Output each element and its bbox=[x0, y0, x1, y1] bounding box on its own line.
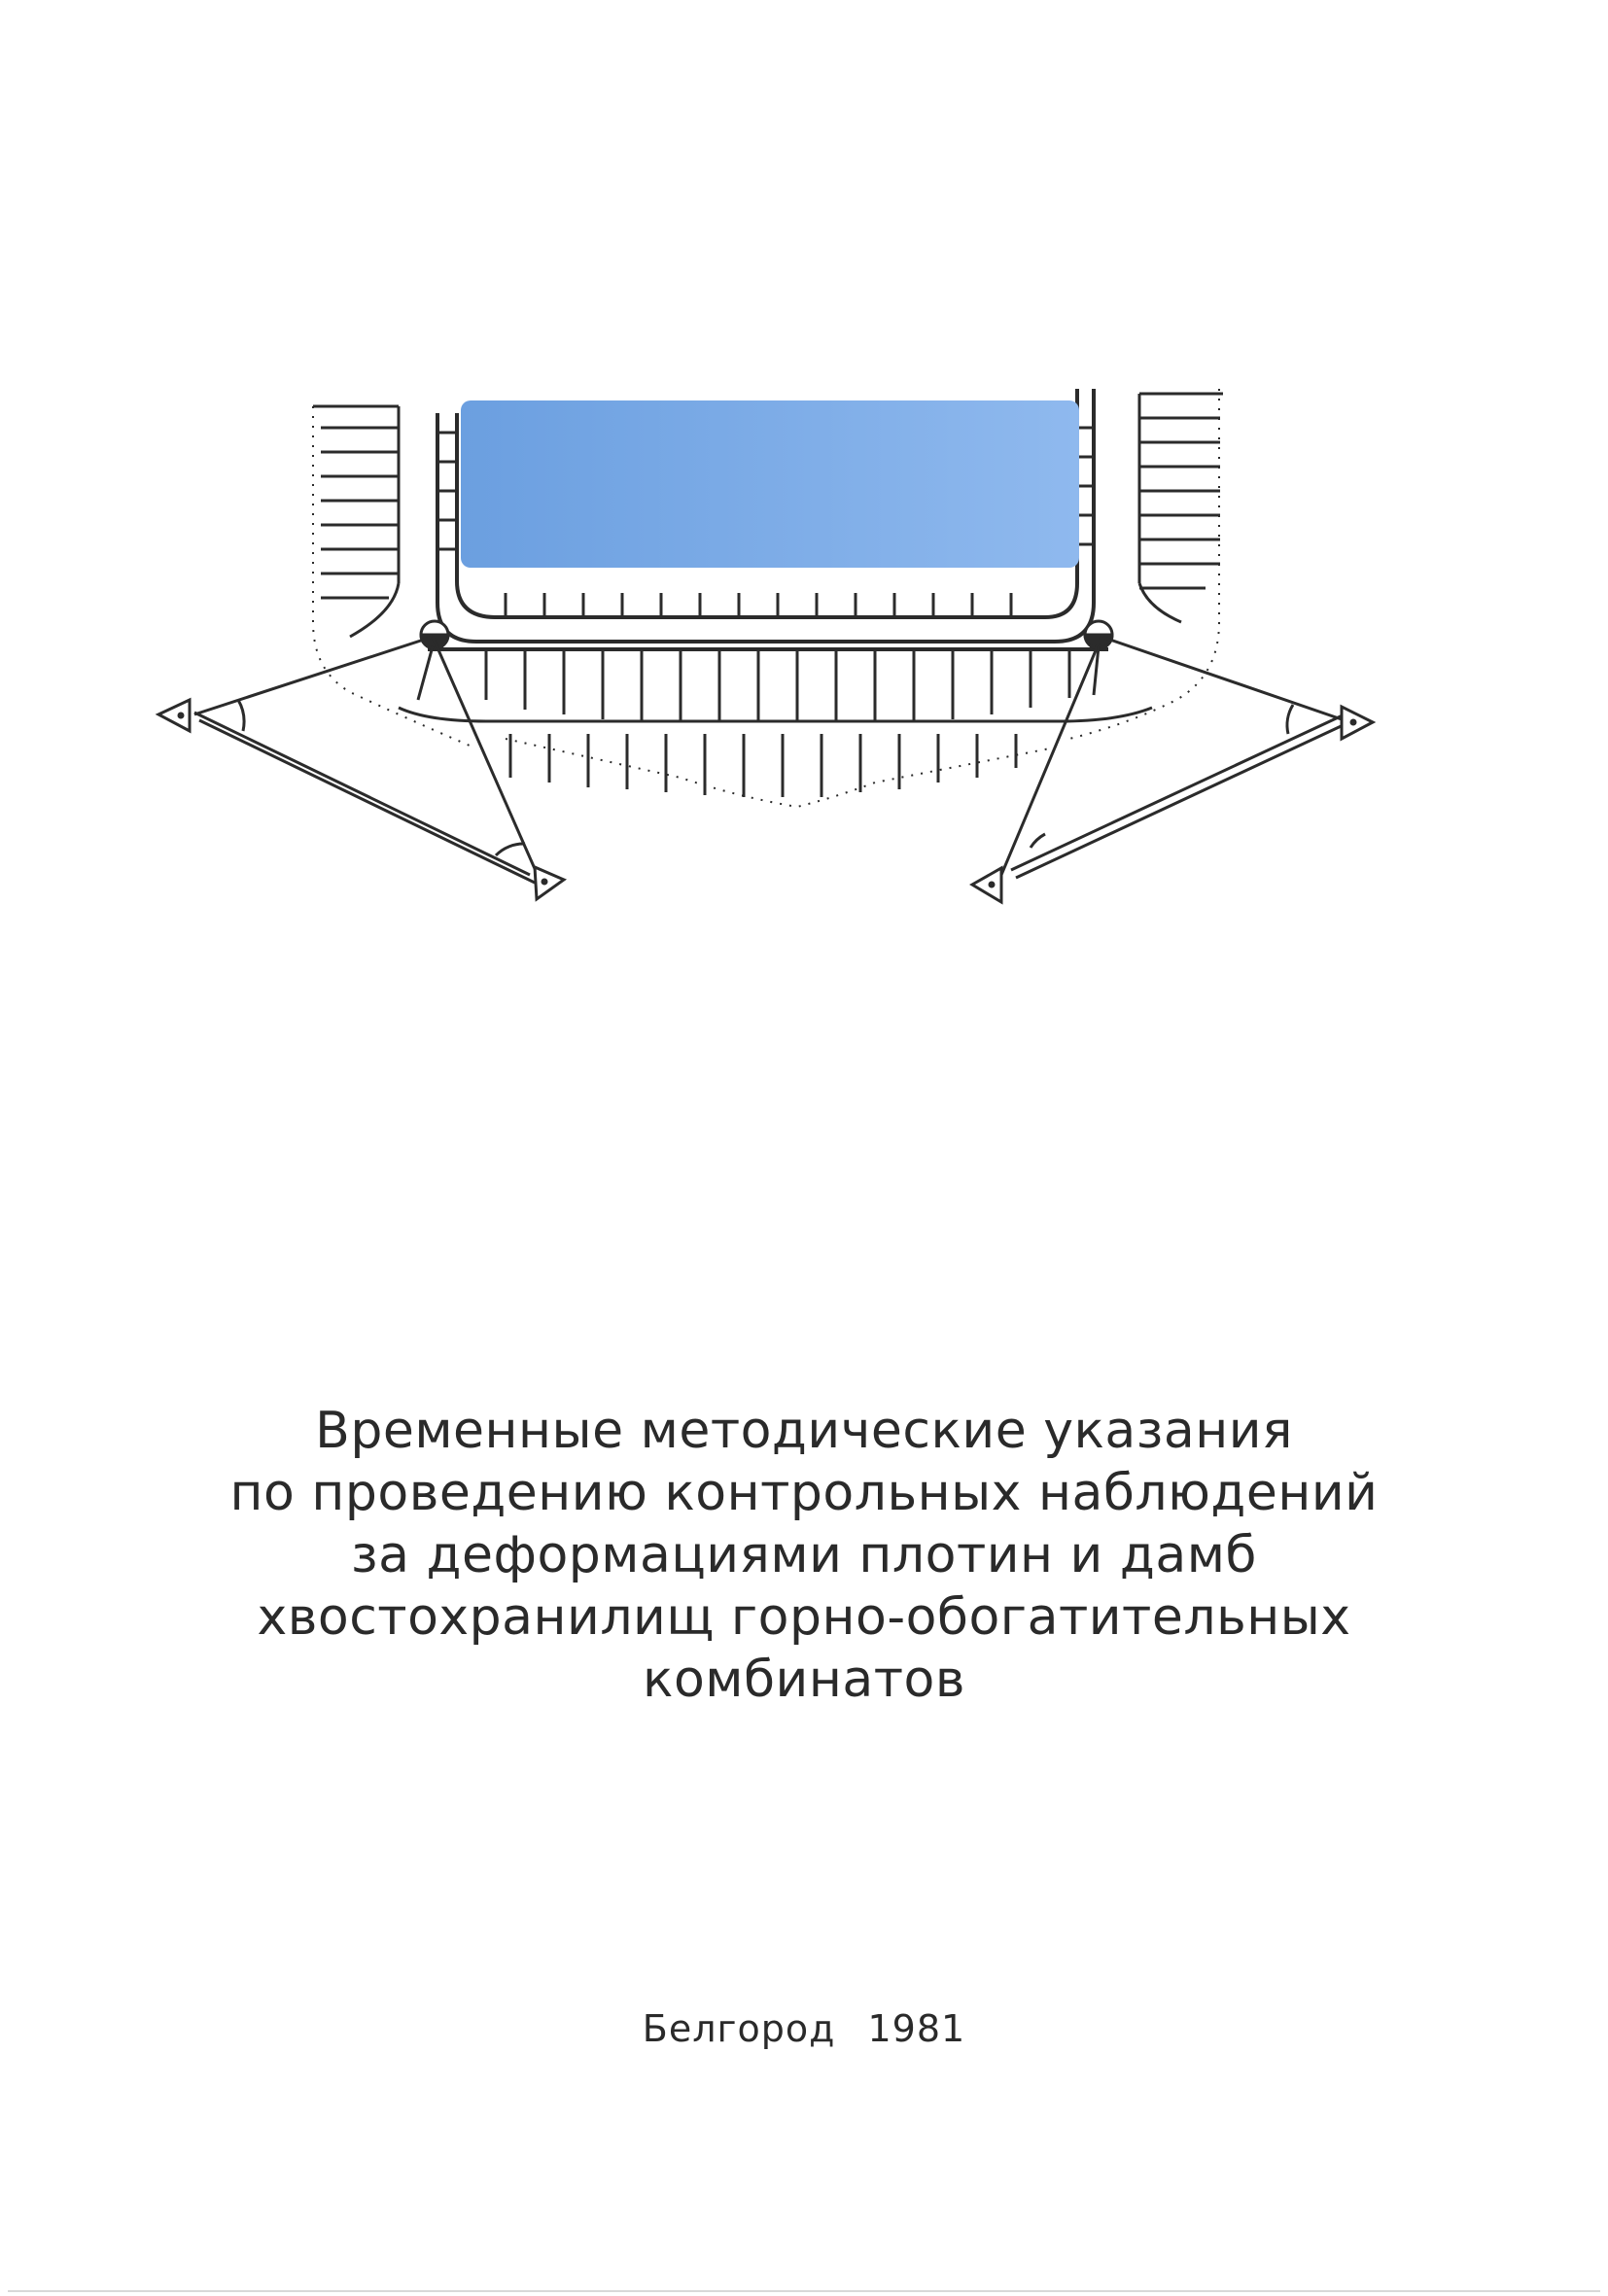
pond-water bbox=[461, 400, 1079, 568]
imprint bbox=[0, 2007, 1608, 2050]
tailings-dam-survey-diagram bbox=[0, 0, 1608, 972]
station-marker-right-b-icon bbox=[972, 868, 1001, 902]
title-line-2: по проведению контрольных наблюдений bbox=[229, 1464, 1379, 1522]
title-line-5: комбинатов bbox=[643, 1651, 965, 1709]
survey-triangle-left bbox=[194, 637, 540, 883]
title-line-4: хвостохранилищ горно-обогатительных bbox=[257, 1588, 1351, 1647]
cover-title bbox=[123, 1400, 1485, 1711]
station-marker-right-a-icon bbox=[1342, 707, 1373, 739]
imprint-city: Белгород bbox=[642, 2007, 836, 2050]
title-line-1: Временные методические указания bbox=[315, 1402, 1293, 1460]
station-marker-left-b-icon bbox=[535, 867, 564, 899]
right-terrace-hatching bbox=[1139, 394, 1223, 622]
imprint-year: 1981 bbox=[867, 2007, 966, 2050]
dam-body-hatching bbox=[399, 651, 1152, 797]
page-edge-line bbox=[8, 2290, 1600, 2292]
left-terrace-hatching bbox=[313, 406, 399, 637]
title-line-3: за деформациями плотин и дамб bbox=[351, 1526, 1257, 1584]
station-marker-left-a-icon bbox=[158, 700, 190, 731]
survey-triangle-right bbox=[1001, 637, 1349, 878]
